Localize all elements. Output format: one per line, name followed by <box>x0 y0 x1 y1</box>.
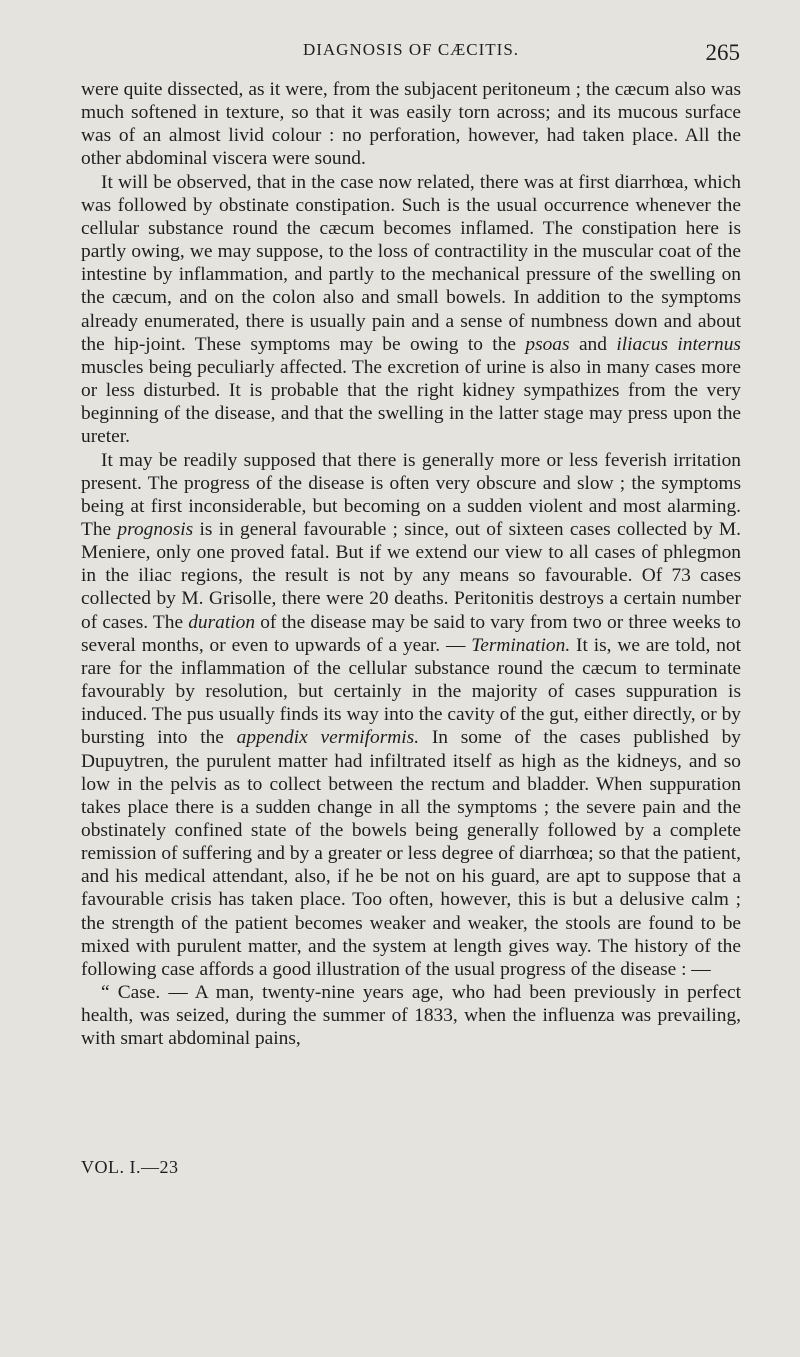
italic-term: psoas <box>525 333 570 355</box>
text-run: It will be observed, that in the case now related, there was at first diarrhœa, which was followed by obstinate constipation. Such is the usual occurrence whenever the cellular substance round the cæcum becomes inflamed. The constipation here is partly owing, we may suppose, to the loss of contractility in the muscular coat of the intestine by inflammation, and partly to the mechanical pressure of the swelling on the cæcum, and on the colon also and small bowels. In addition to the symptoms already enumerated, there is usually pain and a sense of numbness down and about the hip-joint. These symptoms may be owing to the <box>81 171 741 355</box>
italic-term: appendix vermiformis. <box>236 727 420 749</box>
text-run: and <box>569 333 617 355</box>
italic-term: Termination. <box>471 634 571 656</box>
paragraph <box>81 171 741 449</box>
signature-mark: VOL. I.—23 <box>81 1157 179 1177</box>
paragraph <box>81 449 741 982</box>
text-run: were quite dissected, as it were, from the subjacent peritoneum ; the cæcum also was much softened in texture, so that it was easily torn across; and its mucous surface was of an almost livid colour : no perforation, however, had taken place. All the other abdominal viscera were sound. <box>81 79 741 170</box>
italic-term: iliacus internus <box>616 333 741 355</box>
text-run: of the disease may be said to vary from two or three weeks to several months, or even to upwards of a year. — <box>81 611 741 656</box>
text-run: muscles being peculiarly affected. The excretion of urine is also in many cases more or less disturbed. It is probable that the right kidney sympathizes from the very beginning of the disease, and that the swelling in the latter stage may press upon the ureter. <box>81 356 741 448</box>
text-run: It may be readily supposed that there is generally more or less feverish irritation present. The progress of the disease is often very obscure and slow ; the symptoms being at first inconsiderable, but becoming on a sudden violent and most alarming. The <box>81 449 741 540</box>
paragraph <box>81 981 741 1050</box>
italic-term: duration <box>188 611 256 633</box>
text-run: It is, we are told, not rare for the inflammation of the cellular substance round the cæcum to terminate favourably by resolution, but certainly in the majority of cases suppuration is induced. The pus usually finds its way into the cavity of the gut, either directly, or by bursting into the <box>81 634 741 749</box>
paragraph <box>81 78 741 171</box>
text-run: is in general favourable ; since, out of sixteen cases collected by M. Meniere, only one proved fatal. But if we extend our view to all cases of phlegmon in the iliac regions, the result is not by any means so favourable. Of 73 cases collected by M. Grisolle, there were 20 deaths. Peritonitis destroys a certain number of cases. The <box>81 518 741 633</box>
page-header <box>82 40 740 70</box>
text-run: In some of the cases published by Dupuytren, the purulent matter had infiltrated itself as high as the kidneys, and so low in the pelvis as to collect between the rectum and bladder. When suppuration takes place there is a sudden change in all the symptoms ; the severe pain and the obstinately confined state of the bowels being generally followed by a complete remission of suffering and by a greater or less degree of diarrhœa; so that the patient, and his medical attendant, also, if he be not on his guard, are apt to suppose that a favourable crisis has taken place. Too often, however, this is but a delusive calm ; the strength of the patient becomes weaker and weaker, the stools are found to be mixed with purulent matter, and the system at length gives way. The history of the following case affords a good illustration of the usual progress of the disease : — <box>81 727 741 980</box>
italic-term: prognosis <box>117 518 194 540</box>
running-title: DIAGNOSIS OF CÆCITIS. <box>302 40 520 59</box>
text-run: “ Case. — A man, twenty-nine years age, who had been previously in perfect health, was seized, during the summer of 1833, when the influenza was prevailing, with smart abdominal pains, <box>81 982 741 1050</box>
page-number: 265 <box>705 40 740 65</box>
body-text <box>81 78 741 1051</box>
